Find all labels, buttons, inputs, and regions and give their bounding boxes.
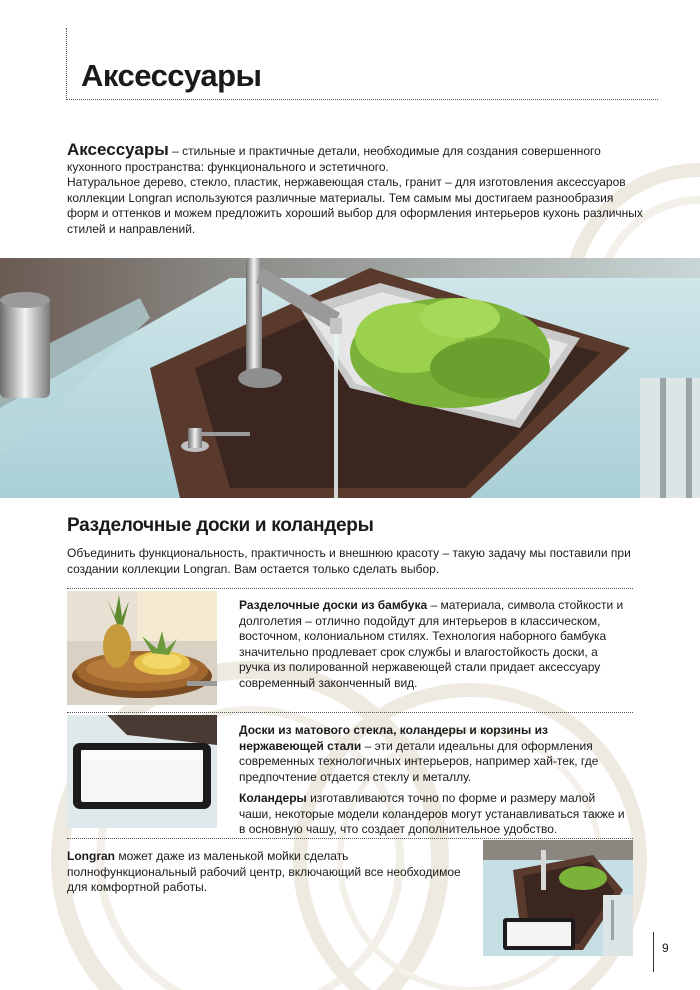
colander-paragraph [239, 791, 631, 838]
small-sink-photo [483, 840, 633, 956]
page-number-rule [653, 932, 654, 972]
glass-board-photo [67, 715, 217, 828]
bamboo-description [239, 598, 629, 691]
bamboo-board-photo [67, 591, 217, 705]
longran-text: может даже из маленькой мойки сделать полнофункциональный рабочий центр, включающий все необходимое для комфортной работы. [67, 849, 461, 894]
glass-heading: Доски из матового стекла, коландеры и корзины из нержавеющей стали [239, 723, 548, 753]
divider [67, 838, 633, 839]
divider [67, 588, 633, 589]
divider [67, 712, 633, 713]
hero-sink-photo [0, 258, 700, 498]
intro-text-2: Натуральное дерево, стекло, пластик, нержавеющая сталь, гранит – для изготовления аксессуаров коллекции Longran используются различные материалы. Тем самым мы достигаем разнообразия форм и оттенков и можем предложить хороший выбор для оформления интерьеров кухонь различных стилей и направлений. [67, 175, 643, 236]
bamboo-heading: Разделочные доски из бамбука [239, 598, 428, 612]
intro-lead: Аксессуары [67, 140, 169, 159]
glass-text: – эти детали идеальны для оформления современных технологичных интерьеров, например хай-тек, где предпочтение отдается стеклу и металлу. [239, 738, 599, 784]
section-intro: Объединить функциональность, практичность и внешнюю красоту – такую задачу мы поставили при создании коллекции Longran. Вам остается только сделать выбор. [67, 546, 631, 576]
bamboo-text: – материала, символа стойкости и долголетия – отлично подойдут для интерьеров в классическом, восточном, колониальном стилях. Технология наборного бамбука значительно продлевает срок службы и влагостойкость доски, а ручка из полированной нержавеющей стали придает аксессуару современный законченный вид. [239, 598, 624, 690]
intro-paragraph [67, 142, 647, 237]
title-frame [66, 28, 658, 100]
page-title: Аксессуары [81, 58, 262, 93]
colander-text: изготавливаются точно по форме и размеру малой чаши, некоторые модели коландеров могут устанавливаться также и в основную чашу, что создает дополнительное удобство. [239, 791, 625, 836]
page-number: 9 [662, 941, 669, 955]
section-title: Разделочные доски и коландеры [67, 515, 374, 536]
glass-description [239, 723, 631, 838]
longran-description [67, 849, 467, 896]
longran-brand: Longran [67, 849, 115, 863]
intro-text-1: – стильные и практичные детали, необходимые для создания совершенного кухонного пространства: функционального и эстетичного. [67, 144, 601, 174]
colander-heading: Коландеры [239, 791, 307, 805]
